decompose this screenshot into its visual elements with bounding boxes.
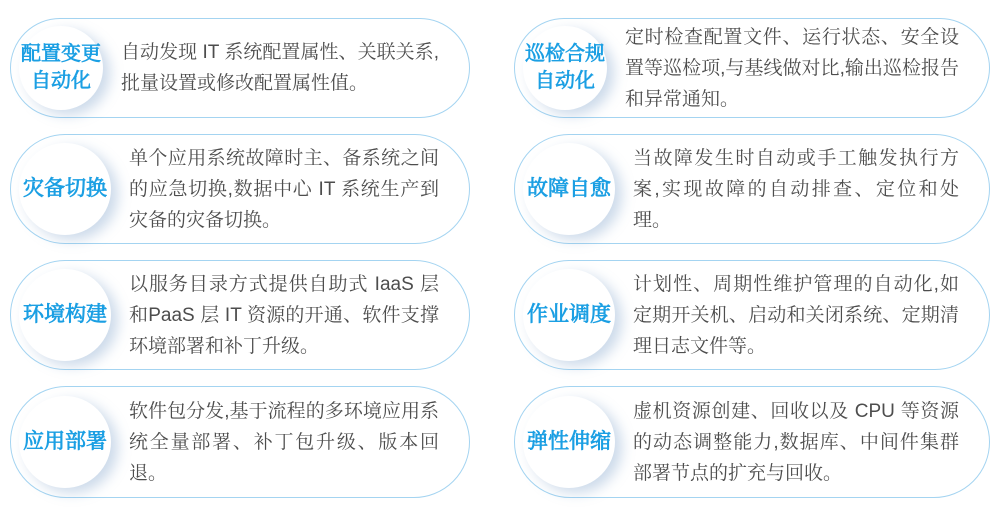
capability-card-config-change-automation: [10, 18, 470, 118]
capability-badge: [19, 396, 111, 488]
badge-label-line1: 作业调度: [527, 302, 611, 326]
badge-label-line1: 环境构建: [23, 302, 107, 326]
capability-card-application-deployment: [10, 386, 470, 498]
capability-card-inspection-compliance-automation: [514, 18, 990, 118]
capability-description: 计划性、周期性维护管理的自动化,如定期开关机、启动和关闭系统、定期清理日志文件等。: [633, 273, 959, 357]
capability-description: 以服务目录方式提供自助式 IaaS 层和PaaS 层 IT 资源的开通、软件支撑环境部署和补丁升级。: [129, 273, 439, 357]
capability-description: 当故障发生时自动或手工触发执行方案,实现故障的自动排查、定位和处理。: [633, 147, 959, 231]
capability-description: 虚机资源创建、回收以及 CPU 等资源的动态调整能力,数据库、中间件集群部署节点的扩充与回收。: [633, 400, 959, 484]
capability-badge: [523, 396, 615, 488]
capability-badge: [19, 143, 111, 235]
badge-label-line1: 弹性伸缩: [527, 429, 611, 453]
capability-card-disaster-recovery-switch: [10, 134, 470, 244]
capability-description: 自动发现 IT 系统配置属性、关联关系,批量设置或修改配置属性值。: [121, 42, 439, 94]
badge-label-line1: 灾备切换: [23, 176, 107, 200]
capability-card-elastic-scaling: [514, 386, 990, 498]
capability-badge: [523, 269, 615, 361]
badge-label-line2: 自动化: [535, 70, 595, 92]
badge-label-line1: 故障自愈: [527, 176, 611, 200]
capability-description: 定时检查配置文件、运行状态、安全设置等巡检项,与基线做对比,输出巡检报告和异常通知。: [625, 26, 959, 110]
capability-description: 单个应用系统故障时主、备系统之间的应急切换,数据中心 IT 系统生产到灾备的灾备切换。: [129, 147, 439, 231]
capability-badge: [523, 26, 607, 110]
capability-card-environment-build: [10, 260, 470, 370]
badge-label-line1: 配置变更: [21, 43, 101, 65]
badge-label-line1: 应用部署: [23, 429, 107, 453]
capability-badge: [19, 26, 103, 110]
capability-card-fault-self-healing: [514, 134, 990, 244]
capability-card-job-scheduling: [514, 260, 990, 370]
capability-badge: [19, 269, 111, 361]
capability-badge: [523, 143, 615, 235]
capability-description: 软件包分发,基于流程的多环境应用系统全量部署、补丁包升级、版本回退。: [129, 400, 439, 484]
badge-label-line1: 巡检合规: [525, 43, 605, 65]
badge-label-line2: 自动化: [31, 70, 91, 92]
